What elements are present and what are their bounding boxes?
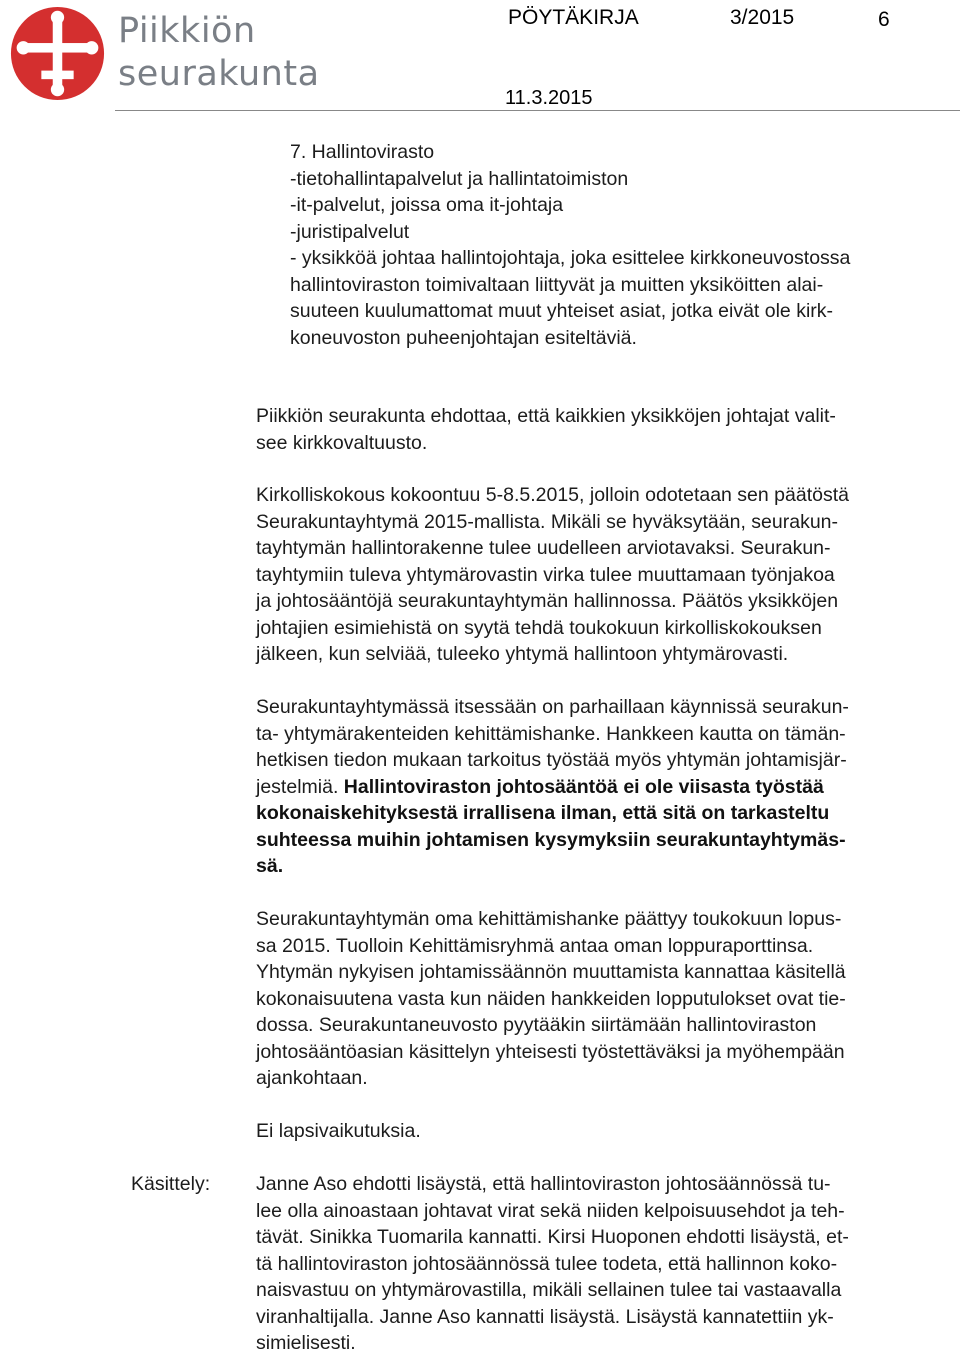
paragraph-line: ta- yhtymärakenteiden kehittämishanke. Hankkeen kautta on tämän- (256, 722, 846, 745)
bold-statement-line: sä. (256, 855, 284, 877)
paragraph-line: kokonaisuutena vasta kun näiden hankkeiden lopputulokset ovat tie- (256, 987, 846, 1010)
paragraph-line: jälkeen, kun selviää, tuleeko yhtymä hallintoon yhtymärovasti. (256, 643, 789, 665)
section-7-block (290, 139, 850, 351)
paragraph-lapsivaikutukset: Ei lapsivaikutuksia. (256, 1120, 421, 1142)
church-cross-logo-icon (10, 6, 105, 101)
paragraph-line: Piikkiön seurakunta ehdottaa, että kaikkien yksikköjen johtajat valit- (256, 405, 836, 427)
bold-statement-line: kokonaiskehityksestä irrallisena ilman, että sitä on tarkasteltu (256, 802, 830, 824)
paragraph-line-mixed (256, 774, 849, 801)
paragraph-line: sa 2015. Tuolloin Kehittämisryhmä antaa oman loppuraporttinsa. (256, 934, 814, 957)
paragraph-line: ajankohtaan. (256, 1067, 368, 1089)
org-name-line1: Piikkiön (118, 11, 256, 51)
paragraph-line: tayhtymiin tuleva yhtymärovastin virka tulee muuttamaan työnjakoa (256, 563, 835, 586)
document-type: PÖYTÄKIRJA (508, 6, 639, 29)
section-line: 7. Hallintovirasto (290, 141, 435, 163)
paragraph-line: tä hallintoviraston johtosäännössä tulee todeta, että hallinnon koko- (256, 1252, 838, 1275)
paragraph-line: johtosääntöasian käsittelyn yhteisesti työstettäväksi ja myöhempään (256, 1040, 845, 1063)
section-line: - yksikköä johtaa hallintojohtaja, joka esittelee kirkkoneuvostossa (290, 247, 851, 269)
paragraph-line: tayhtymän hallintorakenne tulee uudelleen arviotavaksi. Seurakun- (256, 537, 831, 559)
paragraph-line: viranhaltijalla. Janne Aso kannatti lisäystä. Lisäystä kannatettiin yk- (256, 1305, 834, 1328)
paragraph-line: tävät. Sinikka Tuomarila kannatti. Kirsi Huoponen ehdotti lisäystä, et- (256, 1226, 849, 1248)
bold-statement-line: suhteessa muihin johtamisen kysymyksiin seurakuntayhtymäs- (256, 828, 846, 851)
kasittely-label: Käsittely: (131, 1173, 211, 1195)
paragraph-line: Seurakuntayhtymä 2015-mallista. Mikäli se hyväksytään, seurakun- (256, 510, 839, 533)
section-line: suuteen kuulumattomat muut yhteiset asiat, jotka eivät ole kirk- (290, 300, 834, 322)
paragraph-line: Seurakuntayhtymässä itsessään on parhaillaan käynnissä seurakun- (256, 696, 849, 718)
paragraph-proposal (256, 403, 836, 456)
section-line: -juristipalvelut (290, 220, 410, 243)
section-line: -tietohallintapalvelut ja hallintatoimiston (290, 167, 629, 190)
paragraph-kehittamishanke (256, 694, 849, 880)
paragraph-line: simielisesti. (256, 1332, 356, 1354)
paragraph-line: naisvastuu on yhtymärovastilla, mikäli sellainen tulee tai vastaavalla (256, 1279, 842, 1301)
bold-statement: Hallintoviraston johtosääntöä ei ole viisasta työstää (343, 775, 824, 798)
section-line: hallintoviraston toimivaltaan liittyvät ja muitten yksiköitten alai- (290, 273, 824, 296)
paragraph-line: dossa. Seurakuntaneuvosto pyytääkin siirtämään hallintoviraston (256, 1014, 817, 1036)
document-number: 3/2015 (730, 6, 795, 29)
paragraph-line: see kirkkovaltuusto. (256, 431, 428, 454)
paragraph-line: Seurakuntayhtymän oma kehittämishanke päättyy toukokuun lopus- (256, 908, 842, 930)
section-line: -it-palvelut, joissa oma it-johtaja (290, 194, 564, 216)
paragraph-line: ja johtosääntöjä seurakuntayhtymän hallinnossa. Päätös yksikköjen (256, 590, 839, 612)
paragraph-line: Janne Aso ehdotti lisäystä, että hallintoviraston johtosäännössä tu- (256, 1173, 831, 1195)
paragraph-line: Yhtymän nykyisen johtamissäännön muuttamista kannattaa käsitellä (256, 961, 846, 983)
paragraph-kirkolliskokous (256, 482, 849, 668)
paragraph-line: johtajien esimiehistä on syytä tehdä toukokuun kirkolliskokouksen (256, 616, 822, 639)
paragraph-text: jestelmiä. (256, 775, 344, 798)
paragraph-line: Kirkolliskokous kokoontuu 5-8.5.2015, jolloin odotetaan sen päätöstä (256, 484, 849, 506)
section-line: koneuvoston puheenjohtajan esiteltäviä. (290, 326, 637, 349)
paragraph-line: hetkisen tiedon mukaan tarkoitus työstää myös yhtymän johtamisjär- (256, 749, 847, 771)
meeting-date: 11.3.2015 (505, 87, 593, 109)
paragraph-line: lee olla ainoastaan johtavat virat sekä niiden kelpoisuusehdot ja teh- (256, 1199, 845, 1222)
organization-name (118, 10, 320, 96)
page-number: 6 (878, 8, 890, 31)
kasittely-text (256, 1171, 849, 1357)
paragraph-oma-hanke (256, 906, 846, 1092)
header-divider (115, 110, 960, 111)
org-name-line2: seurakunta (118, 54, 320, 94)
